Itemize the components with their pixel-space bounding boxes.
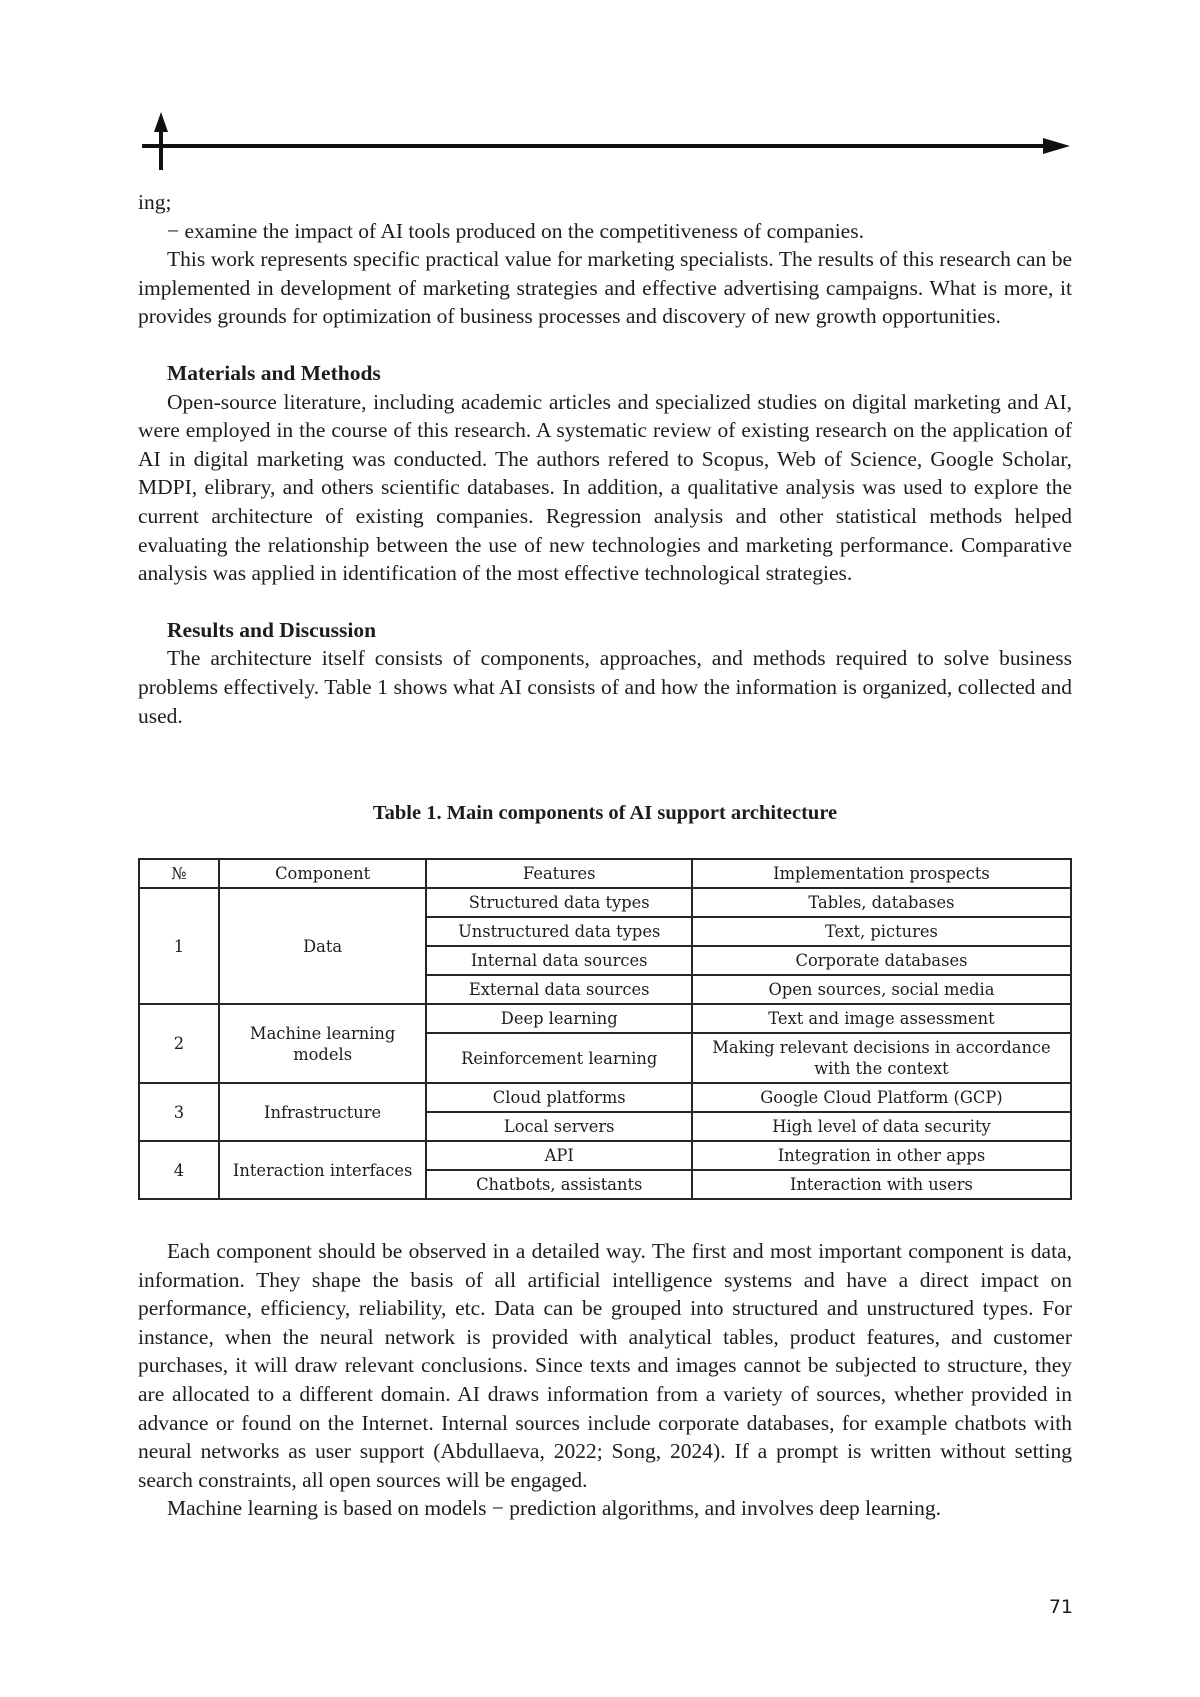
materials-heading: Materials and Methods — [167, 360, 381, 385]
row-feature: External data sources — [426, 975, 691, 1004]
row-prospect: Corporate databases — [692, 946, 1071, 975]
row-component: Machine learning models — [219, 1004, 427, 1083]
row-feature: Cloud platforms — [426, 1083, 691, 1112]
table-header-row — [139, 859, 1071, 888]
intro-paragraph: This work represents specific practical value for marketing specialists. The results of this research can be implemented in development of marketing strategies and effective advertising campaigns. What is more, it provides grounds for optimization of business processes and discovery of new growth opportunities. — [138, 247, 1072, 329]
row-component: Infrastructure — [219, 1083, 427, 1141]
row-number: 4 — [139, 1141, 219, 1199]
row-feature: Local servers — [426, 1112, 691, 1141]
row-feature: Deep learning — [426, 1004, 691, 1033]
discussion-paragraph: Each component should be observed in a detailed way. The first and most important component is data, information. They shape the basis of all artificial intelligence systems and have a direct impact on performance, efficiency, reliability, etc. Data can be grouped into structured and unstructured types. For instance, when the neural network is provided with analytical tables, product features, and customer purchases, it will draw relevant conclusions. Since texts and images cannot be subjected to structure, they are allocated to a different domain. AI draws information from a variety of sources, whether provided in advance or found on the Internet. Internal sources include corporate databases, for example chatbots with neural networks as user support (Abdullaeva, 2022; Song, 2024). If a prompt is written without setting search constraints, all open sources will be engaged. — [138, 1239, 1072, 1492]
table-row — [139, 1083, 1071, 1112]
table-row — [139, 1141, 1071, 1170]
page-number: 71 — [1048, 1596, 1073, 1618]
discussion-paragraph: Machine learning is based on models − prediction algorithms, and involves deep learning. — [167, 1496, 941, 1521]
row-prospect: Google Cloud Platform (GCP) — [692, 1083, 1071, 1112]
row-feature: Reinforcement learning — [426, 1033, 691, 1083]
intro-section — [138, 188, 1072, 730]
table-row — [139, 1004, 1071, 1033]
header-arrow-rule — [140, 110, 1076, 170]
row-prospect: Making relevant decisions in accordance with the context — [692, 1033, 1071, 1083]
row-prospect: High level of data security — [692, 1112, 1071, 1141]
row-number: 2 — [139, 1004, 219, 1083]
row-prospect: Tables, databases — [692, 888, 1071, 917]
row-feature: API — [426, 1141, 691, 1170]
row-prospect: Integration in other apps — [692, 1141, 1071, 1170]
row-component: Interaction interfaces — [219, 1141, 427, 1199]
row-feature: Structured data types — [426, 888, 691, 917]
row-prospect: Interaction with users — [692, 1170, 1071, 1199]
components-table — [138, 858, 1072, 1200]
table-caption: Table 1. Main components of AI support architecture — [372, 802, 838, 824]
header-prospects: Implementation prospects — [692, 859, 1071, 888]
intro-bullet: − examine the impact of AI tools produced on the competitiveness of companies. — [167, 218, 864, 243]
row-prospect: Open sources, social media — [692, 975, 1071, 1004]
row-prospect: Text and image assessment — [692, 1004, 1071, 1033]
row-number: 1 — [139, 888, 219, 1004]
materials-paragraph: Open-source literature, including academic articles and specialized studies on digital marketing and AI, were employed in the course of this research. A systematic review of existing research on the application of AI in digital marketing was conducted. The authors refered to Scopus, Web of Science, Google Scholar, MDPI, elibrary, and others scientific databases. In addition, a qualitative analysis was used to explore the current architecture of existing companies. Regression analysis and other statistical methods helped evaluating the relationship between the use of new technologies and marketing performance. Comparative analysis was applied in identification of the most effective technological strategies. — [138, 389, 1072, 586]
results-paragraph: The architecture itself consists of components, approaches, and methods required to solve business problems effectively. Table 1 shows what AI consists of and how the information is organized, collected and used. — [138, 646, 1072, 728]
header-component: Component — [219, 859, 427, 888]
intro-continuation: ing; — [138, 190, 172, 214]
row-feature: Internal data sources — [426, 946, 691, 975]
results-heading: Results and Discussion — [167, 617, 377, 642]
row-prospect: Text, pictures — [692, 917, 1071, 946]
row-feature: Unstructured data types — [426, 917, 691, 946]
row-feature: Chatbots, assistants — [426, 1170, 691, 1199]
discussion-section — [138, 1237, 1072, 1523]
table-row — [139, 888, 1071, 917]
row-component: Data — [219, 888, 427, 1004]
header-features: Features — [426, 859, 691, 888]
row-number: 3 — [139, 1083, 219, 1141]
header-number: № — [139, 859, 219, 888]
